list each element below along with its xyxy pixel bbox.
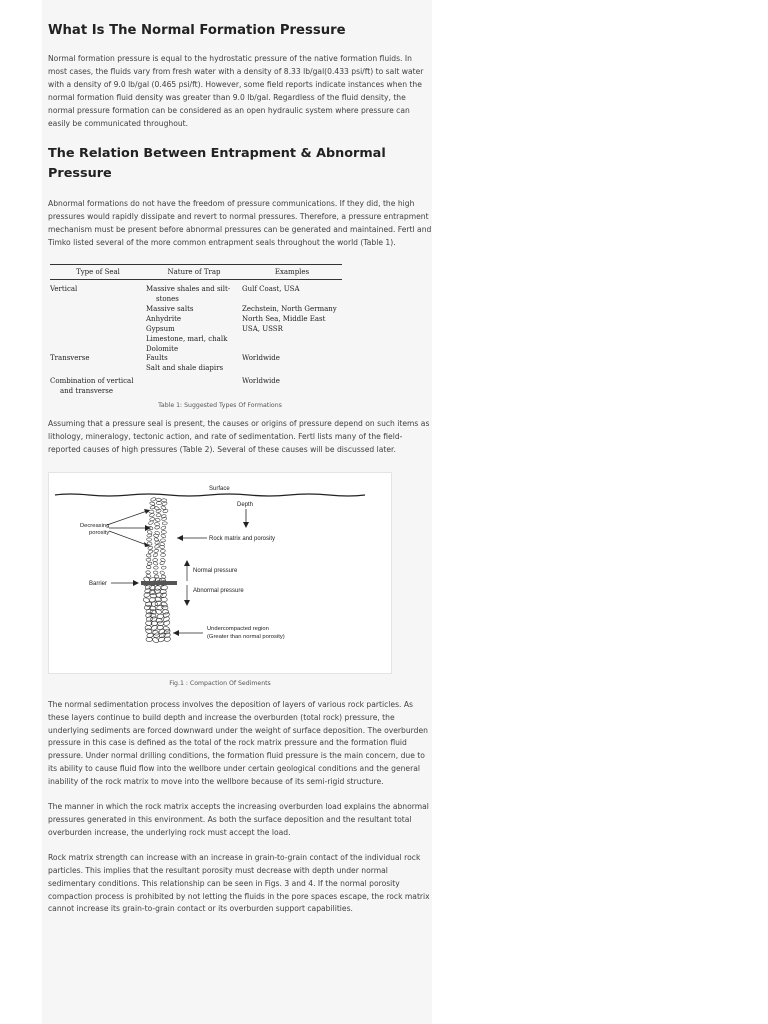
paragraph-sedimentation: The normal sedimentation process involves the deposition of layers of various rock particles. As these layers continue to build depth and increase the overburden (total rock) pressure, the underlying sediments are forced downward under the weight of surface deposition. The overburden pressure in this case is defined as the total of the rock matrix pressure and the formation fluid pressure. Under normal drilling conditions, the formation fluid pressure is the main concern, due to its ability to cause fluid flow into the wellbore under certain geological conditions and the general inability of the rock matrix to move into the wellbore because of its semi-rigid structure. [48, 699, 428, 787]
col-header-nature-of-trap: Nature of Trap [146, 265, 242, 280]
compaction-diagram-svg [49, 473, 391, 673]
paragraph-rock-matrix-load: The manner in which the rock matrix accepts the increasing overburden load explains the abnormal pressures generated in this environment. As both the surface deposition and the resultant total overburden increase, the underlying rock must accept the load. [48, 802, 429, 837]
seal-types-table [50, 264, 342, 397]
grain [162, 521, 167, 524]
grain [147, 533, 152, 537]
example-item: Gulf Coast, USA [242, 285, 300, 294]
example-item: Zechstein, North Germany [242, 304, 337, 313]
grain [161, 553, 166, 556]
down-arrow-icon [243, 522, 249, 528]
up-arrow-icon [184, 560, 190, 566]
grain [153, 552, 159, 557]
grain [148, 520, 154, 525]
surface-label: Surface [209, 485, 230, 492]
depth-label: Depth [237, 501, 254, 508]
grain [146, 553, 151, 557]
example-item: North Sea, Middle East [242, 314, 326, 323]
grain [155, 518, 161, 522]
seal-type-combination: Combination of vertical [50, 377, 134, 386]
grain [161, 498, 166, 501]
seal-type-transverse: Transverse [50, 354, 90, 363]
grain [161, 530, 166, 533]
trap-item: Massive salts [146, 304, 194, 313]
grain [156, 501, 161, 504]
table-1 [50, 264, 390, 409]
grain [146, 570, 151, 574]
left-arrow-icon [177, 535, 183, 541]
heading-normal-formation-pressure: What Is The Normal Formation Pressure [48, 23, 346, 38]
table-caption: Table 1: Suggested Types Of Formations [158, 402, 282, 410]
trap-item: Salt and shale diapirs [146, 364, 224, 373]
example-item: USA, USSR [242, 324, 283, 333]
grain [154, 522, 159, 526]
paragraph-pressure-seal: Assuming that a pressure seal is present, the causes or origins of pressure depend on such items as lithology, mineralogy, tectonic action, and rate of sedimentation. Fertl lists many of the field-reported causes of high pressures (Table 2). Several of these causes will be discussed later. [48, 419, 430, 454]
grain [154, 544, 160, 549]
grain [163, 620, 171, 627]
grain [148, 546, 153, 550]
paragraph-normal-pressure: Normal formation pressure is equal to the hydrostatic pressure of the native formation fluids. In most cases, the fluids vary from fresh water with a density of 8.33 lb/gal(0.433 psi/ft) to salt water with a density of 9.0 lb/gal (0.465 psi/ft). However, some field reports indicate instances when the normal formation fluid density was greater than 9.0 lb/gal. Regardless of the fluid density, the normal pressure formation can be considered as an open hydraulic system where pressure can easily be communicated throughout. [48, 54, 424, 128]
grain [154, 575, 159, 578]
compaction-diagram [48, 472, 392, 674]
grain [156, 508, 162, 513]
grain [161, 516, 167, 520]
surface-line [55, 494, 365, 496]
barrier-label: Barrier [89, 580, 108, 587]
grain [161, 566, 166, 569]
example-item: Worldwide [242, 354, 280, 363]
grain [160, 549, 165, 553]
grain [143, 591, 151, 598]
grain-column [143, 497, 171, 644]
rock-matrix-label: Rock matrix and porosity [209, 535, 276, 542]
grain [156, 513, 161, 517]
grain [153, 561, 158, 566]
decreasing-label: Decreasing [80, 522, 110, 529]
down-arrow-icon-2 [184, 600, 190, 606]
grain [146, 565, 151, 568]
heading-entrapment-abnormal-pressure: The Relation Between Entrapment & Abnormal Pressure [48, 146, 386, 182]
abnormal-pressure-label: Abnormal pressure [193, 587, 244, 594]
grain [149, 501, 155, 505]
porosity-label: porosity [89, 529, 110, 536]
grain [163, 625, 171, 631]
grain [153, 558, 158, 561]
grain [150, 497, 156, 502]
paragraph-matrix-strength: Rock matrix strength can increase with an increase in grain-to-grain contact of the individual rock particles. This implies that the resultant porosity must decrease with depth under normal sedimentary conditions. This relationship can be seen in Figs. 3 and 4. If the normal porosity compaction process is prohibited by not letting the fluids in the pore spaces escape, the rock matrix cannot increase its grain-to-grain contact or its overburden support capabilities. [48, 852, 430, 914]
trap-item: Anhydrite [146, 314, 182, 323]
trap-item: Gypsum [146, 324, 175, 333]
trap-item: Dolomite [146, 344, 179, 353]
grain [153, 533, 158, 537]
trap-item: Faults [146, 354, 168, 363]
table-row-vertical [50, 280, 342, 355]
col-header-type-of-seal: Type of Seal [50, 265, 146, 280]
article [42, 0, 432, 1024]
seal-type-vertical: Vertical [50, 285, 78, 294]
table-row-combination [50, 374, 342, 397]
greater-porosity-label: (Greater than normal porosity) [207, 633, 285, 640]
grain [161, 525, 167, 530]
undercompacted-label: Undercompacted region [207, 625, 269, 632]
grain [160, 570, 165, 575]
barrier-band [141, 581, 177, 585]
grain [160, 538, 165, 541]
example-item: Worldwide [242, 377, 280, 386]
col-header-examples: Examples [242, 265, 342, 280]
grain [154, 525, 160, 529]
trap-item: stones [156, 294, 179, 303]
right-arrow-icon [133, 580, 139, 586]
grain [148, 549, 154, 554]
grain [162, 609, 169, 614]
grain [147, 561, 152, 565]
seal-type-combination-cont: and transverse [60, 387, 113, 396]
figure-caption: Fig.1 : Compaction Of Sediments [169, 679, 271, 687]
trap-item: Limestone, marl, chalk [146, 334, 228, 343]
grain [162, 501, 168, 506]
paragraph-abnormal-formations: Abnormal formations do not have the freedom of pressure communications. If they did, the high pressures would rapidly dissipate and revert to normal pressures. Therefore, a pressure entrapment mechanism must be present before abnormal pressures can be generated and maintained. Fertl and Timko listed several of the more common entrapment seals throughout the world (Table 1). [48, 199, 432, 248]
table-row-transverse [50, 354, 342, 374]
grain [146, 558, 151, 561]
grain [147, 538, 152, 541]
figure-1 [48, 472, 392, 687]
grain [149, 513, 155, 518]
grain [160, 533, 166, 538]
grain [161, 514, 167, 518]
grain [159, 561, 164, 565]
normal-pressure-label: Normal pressure [193, 567, 238, 574]
grain [156, 498, 161, 501]
grain [154, 566, 159, 569]
left-arrow-icon-2 [173, 630, 179, 636]
grain [154, 549, 159, 553]
trap-item: Massive shales and silt- [146, 285, 231, 294]
grain [153, 570, 158, 574]
